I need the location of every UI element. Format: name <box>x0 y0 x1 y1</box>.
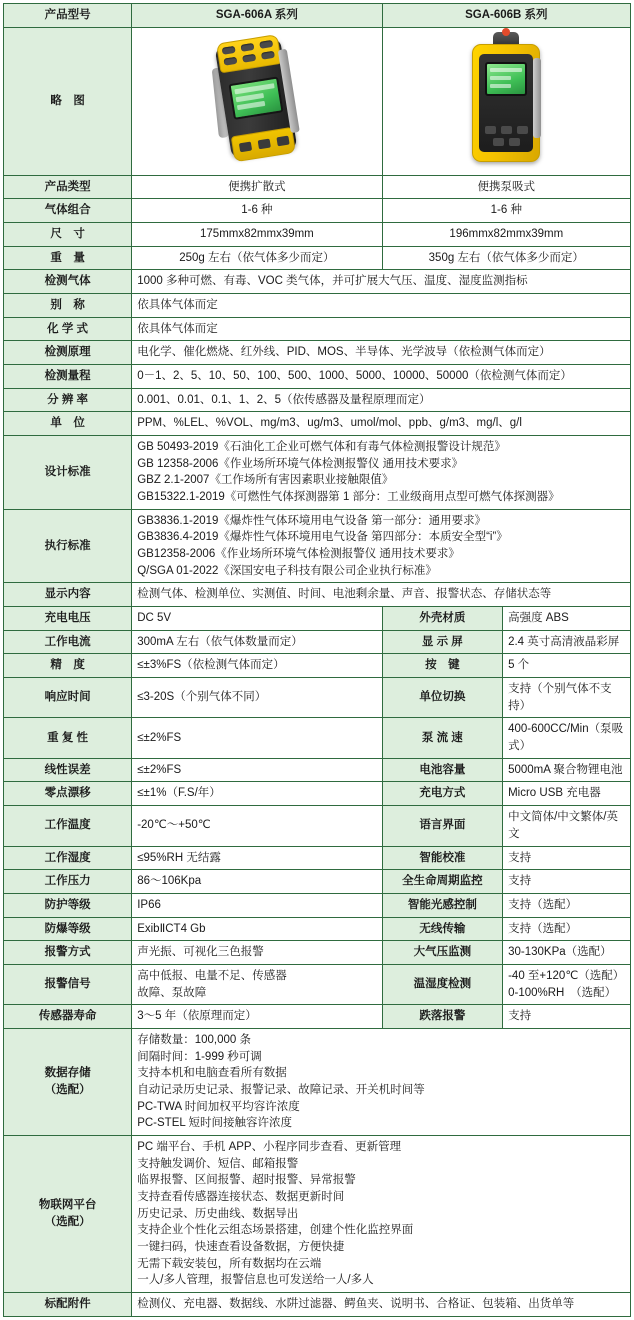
row-value-left: ExibⅡCT4 Gb <box>132 917 382 941</box>
diagram-label: 略 图 <box>4 27 132 175</box>
table-row-detect-gas <box>4 270 631 294</box>
row-value-right: 支持（选配） <box>503 918 630 941</box>
sensor-life-value: 3～5 年（依原理而定） <box>132 1005 382 1029</box>
row-pair-right <box>382 806 630 846</box>
design-standard-value <box>132 436 631 510</box>
row-value-a: 250g 左右（依气体多少而定） <box>132 246 382 270</box>
iot-platform-line: 一人/多人管理，报警信息也可发送给一人/多人 <box>137 1274 374 1287</box>
row-value-right: 支持（选配） <box>503 894 630 917</box>
iot-platform-label-line2: （选配） <box>44 1215 91 1228</box>
row-value: 依具体气体而定 <box>132 317 631 341</box>
column-header-b: SGA-606B 系列 <box>382 4 630 28</box>
row-label-right: 语言界面 <box>383 806 503 845</box>
design-standard-label: 设计标准 <box>4 436 132 510</box>
row-value-left: ≤±2%FS <box>132 718 382 758</box>
row-value-right: 高强度 ABS <box>503 607 630 630</box>
table-row-zero-drift <box>4 782 631 806</box>
table-row-explosion-proof <box>4 917 631 941</box>
alarm-signal-line: 故障、泵故障 <box>137 986 207 999</box>
exec-standard-label: 执行标准 <box>4 509 132 583</box>
table-row-header <box>4 4 631 28</box>
table-row-working-humidity <box>4 846 631 870</box>
row-value-right: 支持 <box>503 870 630 893</box>
row-label: 气体组合 <box>4 199 132 223</box>
row-label-left: 报警方式 <box>4 941 132 965</box>
row-pair-right <box>382 782 630 806</box>
row-value-right: 中文简体/中文繁体/英文 <box>503 806 630 845</box>
iot-platform-line: 一键扫码，快速查看设备数据，方便快捷 <box>137 1240 345 1253</box>
row-value-left: ≤3-20S（个别气体不同） <box>132 678 382 718</box>
table-row-product-type <box>4 175 631 199</box>
row-label-right: 单位切换 <box>383 678 503 717</box>
table-row-linearity-error <box>4 758 631 782</box>
table-row-alias <box>4 294 631 318</box>
iot-platform-line: 支持查看传感器连接状态、数据更新时间 <box>137 1190 345 1203</box>
sensor-life-label: 传感器寿命 <box>4 1005 132 1029</box>
row-pair-right <box>382 917 630 941</box>
data-storage-label-line1: 数据存储 <box>44 1067 91 1080</box>
row-label: 显示内容 <box>4 583 132 607</box>
row-label-left: 线性误差 <box>4 758 132 782</box>
iot-platform-line: 临界报警、区间报警、超时报警、异常报警 <box>137 1174 356 1187</box>
row-value-left: ≤±2%FS <box>132 758 382 782</box>
row-label: 单 位 <box>4 412 132 436</box>
row-label-left: 零点漂移 <box>4 782 132 806</box>
row-value-a: 1-6 种 <box>132 199 382 223</box>
row-pair-right <box>382 964 630 1004</box>
standard-line: GB3836.4-2019《爆炸性气体环境用电气设备 第四部分：本质安全型“i”》 <box>137 531 508 544</box>
table-row-charge-voltage <box>4 607 631 631</box>
row-value-b: 便携泵吸式 <box>382 175 630 199</box>
alarm-signal-line: 高中低报、电量不足、传感器 <box>137 969 287 982</box>
temp-humidity-label: 温湿度检测 <box>383 965 503 1004</box>
belt-clip <box>533 58 541 138</box>
row-label-right: 按 键 <box>383 654 503 677</box>
table-row-working-current <box>4 630 631 654</box>
alarm-signal-label: 报警信号 <box>4 964 132 1004</box>
table-row-exec-standard <box>4 509 631 583</box>
data-storage-value <box>132 1028 631 1135</box>
temp-humidity-value <box>503 965 630 1004</box>
row-value: 0.001、0.01、0.1、1、2、5（依传感器及量程原理而定） <box>132 388 631 412</box>
row-label-left: 工作电流 <box>4 630 132 654</box>
model-label: 产品型号 <box>4 4 132 28</box>
row-label-left: 防爆等级 <box>4 917 132 941</box>
row-label-left: 精 度 <box>4 654 132 678</box>
row-pair-right <box>382 941 630 965</box>
data-storage-line: 自动记录历史记录、报警记录、故障记录、开关机时间等 <box>137 1083 425 1096</box>
row-value: PPM、%LEL、%VOL、mg/m3、ug/m3、umol/mol、ppb、g/m3、mg/l、g/l <box>132 412 631 436</box>
row-value-right: 30-130KPa（选配） <box>503 941 630 964</box>
table-row-gas-combination <box>4 199 631 223</box>
row-label-right: 显 示 屏 <box>383 631 503 654</box>
accessories-label: 标配附件 <box>4 1292 132 1316</box>
table-row-iot-platform <box>4 1135 631 1292</box>
table-row-response-time <box>4 678 631 718</box>
drop-alarm-label: 跌落报警 <box>383 1005 503 1028</box>
table-row-data-storage <box>4 1028 631 1135</box>
data-storage-line: PC-STEL 短时间接触容许浓度 <box>137 1117 293 1130</box>
table-row-sensor-life <box>4 1005 631 1029</box>
data-storage-line: 存储数量：100,000 条 <box>137 1033 251 1046</box>
row-label-right: 外壳材质 <box>383 607 503 630</box>
standard-line: Q/SGA 01-2022《深国安电子科技有限公司企业执行标准》 <box>137 564 437 577</box>
data-storage-line: 间隔时间：1-999 秒可调 <box>137 1050 262 1063</box>
row-pair-right <box>382 1005 630 1029</box>
standard-line: GB12358-2006《作业场所环境气体检测报警仪 通用技术要求》 <box>137 548 460 561</box>
table-row-alarm-signal <box>4 964 631 1004</box>
row-value-left: DC 5V <box>132 607 382 631</box>
row-value-right: 支持（个别气体不支持） <box>503 678 630 717</box>
alarm-signal-value <box>132 964 382 1004</box>
row-pair-right <box>382 870 630 894</box>
row-value-left: IP66 <box>132 893 382 917</box>
row-pair-right <box>382 758 630 782</box>
table-row-working-pressure <box>4 870 631 894</box>
table-row-resolution <box>4 388 631 412</box>
standard-line: GB3836.1-2019《爆炸性气体环境用电气设备 第一部分：通用要求》 <box>137 514 487 527</box>
exec-standard-value <box>132 509 631 583</box>
table-row-weight <box>4 246 631 270</box>
row-value-left: 声光振、可视化三色报警 <box>132 941 382 965</box>
row-label-left: 充电电压 <box>4 607 132 631</box>
table-row-diagram <box>4 27 631 175</box>
table-row-accuracy <box>4 654 631 678</box>
table-row-protection-level <box>4 893 631 917</box>
row-value-right: 5000mA 聚合物锂电池 <box>503 759 630 782</box>
row-value: 0－1、2、5、10、50、100、500、1000、5000、10000、50000（依检测气体而定） <box>132 365 631 389</box>
product-image-b <box>382 27 630 175</box>
row-label: 分 辨 率 <box>4 388 132 412</box>
table-row-design-standard <box>4 436 631 510</box>
table-row-accessories <box>4 1292 631 1316</box>
table-row-working-temperature <box>4 806 631 846</box>
device-screen <box>485 62 527 96</box>
row-value-left: -20℃～+50℃ <box>132 806 382 846</box>
table-row-dimensions <box>4 223 631 247</box>
row-label-left: 工作温度 <box>4 806 132 846</box>
row-value-a: 175mmx82mmx39mm <box>132 223 382 247</box>
iot-platform-line: 无需下载安装包，所有数据均在云端 <box>137 1257 322 1270</box>
iot-platform-value <box>132 1135 631 1292</box>
row-value: 电化学、催化燃烧、红外线、PID、MOS、半导体、光学波导（依检测气体而定） <box>132 341 631 365</box>
row-value-right: 支持 <box>503 847 630 870</box>
table-row-repeatability <box>4 718 631 758</box>
row-label-left: 防护等级 <box>4 893 132 917</box>
row-value-b: 196mmx82mmx39mm <box>382 223 630 247</box>
iot-platform-line: PC 端平台、手机 APP、小程序同步查看、更新管理 <box>137 1140 402 1153</box>
row-value-a: 便携扩散式 <box>132 175 382 199</box>
table-row-formula <box>4 317 631 341</box>
row-label-left: 响应时间 <box>4 678 132 718</box>
accessories-value: 检测仪、充电器、数据线、水阱过滤器、鳄鱼夹、说明书、合格证、包装箱、出货单等 <box>132 1292 631 1316</box>
table-row-display-content <box>4 583 631 607</box>
row-value: 检测气体、检测单位、实测值、时间、电池剩余量、声音、报警状态、存储状态等 <box>132 583 631 607</box>
row-value-right: 400-600CC/Min（泵吸式） <box>503 718 630 757</box>
device-drawing-a <box>209 36 305 160</box>
row-label-left: 重 复 性 <box>4 718 132 758</box>
iot-platform-label-line1: 物联网平台 <box>38 1199 97 1212</box>
row-label-right: 全生命周期监控 <box>383 870 503 893</box>
row-label-right: 无线传输 <box>383 918 503 941</box>
row-value-left: ≤±3%FS（依检测气体而定） <box>132 654 382 678</box>
standard-line: GB15322.1-2019《可燃性气体探测器第 1 部分：工业级商用点型可燃气体探测器》 <box>137 491 560 504</box>
row-label-right: 大气压监测 <box>383 941 503 964</box>
standard-line: GB 12358-2006《作业场所环境气体检测报警仪 通用技术要求》 <box>137 457 464 470</box>
row-label: 检测量程 <box>4 365 132 389</box>
standard-line: GB 50493-2019《石油化工企业可燃气体和有毒气体检测报警设计规范》 <box>137 441 506 454</box>
data-storage-label <box>4 1028 132 1135</box>
table-row-alarm-mode <box>4 941 631 965</box>
row-value: 1000 多种可燃、有毒、VOC 类气体，并可扩展大气压、温度、湿度监测指标 <box>132 270 631 294</box>
row-label-right: 智能校准 <box>383 847 503 870</box>
row-label: 重 量 <box>4 246 132 270</box>
row-value-b: 350g 左右（依气体多少而定） <box>382 246 630 270</box>
product-spec-table <box>3 3 631 1317</box>
iot-platform-label <box>4 1135 132 1292</box>
row-pair-right <box>382 846 630 870</box>
row-value-right: 5 个 <box>503 654 630 677</box>
row-pair-right <box>382 718 630 758</box>
row-label: 化 学 式 <box>4 317 132 341</box>
row-label-left: 工作压力 <box>4 870 132 894</box>
row-value-b: 1-6 种 <box>382 199 630 223</box>
row-label-right: 电池容量 <box>383 759 503 782</box>
row-label: 尺 寸 <box>4 223 132 247</box>
data-storage-line: PC-TWA 时间加权平均容许浓度 <box>137 1100 300 1113</box>
row-label: 检测原理 <box>4 341 132 365</box>
row-value-left: 86～106Kpa <box>132 870 382 894</box>
row-pair-right <box>382 607 630 631</box>
row-value: 依具体气体而定 <box>132 294 631 318</box>
iot-platform-line: 支持企业个性化云组态场景搭建，创建个性化监控界面 <box>137 1224 414 1237</box>
row-label: 检测气体 <box>4 270 132 294</box>
standard-line: GBZ 2.1-2007《工作场所有害因素职业接触限值》 <box>137 474 394 487</box>
row-label-right: 充电方式 <box>383 782 503 805</box>
data-storage-label-line2: （选配） <box>44 1083 91 1096</box>
column-header-a: SGA-606A 系列 <box>132 4 382 28</box>
table-row-range <box>4 365 631 389</box>
table-row-principle <box>4 341 631 365</box>
row-value-right: Micro USB 充电器 <box>503 782 630 805</box>
row-label-right: 智能光感控制 <box>383 894 503 917</box>
iot-platform-line: 支持触发调价、短信、邮箱报警 <box>137 1157 299 1170</box>
row-pair-right <box>382 630 630 654</box>
device-drawing-b <box>463 32 549 164</box>
row-value-right: 2.4 英寸高清液晶彩屏 <box>503 631 630 654</box>
row-label: 别 称 <box>4 294 132 318</box>
data-storage-line: 支持本机和电脑查看所有数据 <box>137 1067 287 1080</box>
drop-alarm-value: 支持 <box>503 1005 630 1028</box>
row-label-right: 泵 流 速 <box>383 718 503 757</box>
row-value-left: 300mA 左右（依气体数量而定） <box>132 630 382 654</box>
temp-humidity-line: -40 至+120℃（选配） <box>508 969 625 982</box>
row-pair-right <box>382 654 630 678</box>
row-label-left: 工作湿度 <box>4 846 132 870</box>
product-image-a <box>132 27 382 175</box>
row-pair-right <box>382 893 630 917</box>
row-value-left: ≤±1%（F.S/年） <box>132 782 382 806</box>
row-pair-right <box>382 678 630 718</box>
iot-platform-line: 历史记录、历史曲线、数据导出 <box>137 1207 299 1220</box>
row-value-left: ≤95%RH 无结露 <box>132 846 382 870</box>
keypad <box>485 126 527 148</box>
temp-humidity-line: 0-100%RH （选配） <box>508 986 617 999</box>
table-row-unit <box>4 412 631 436</box>
row-label: 产品类型 <box>4 175 132 199</box>
